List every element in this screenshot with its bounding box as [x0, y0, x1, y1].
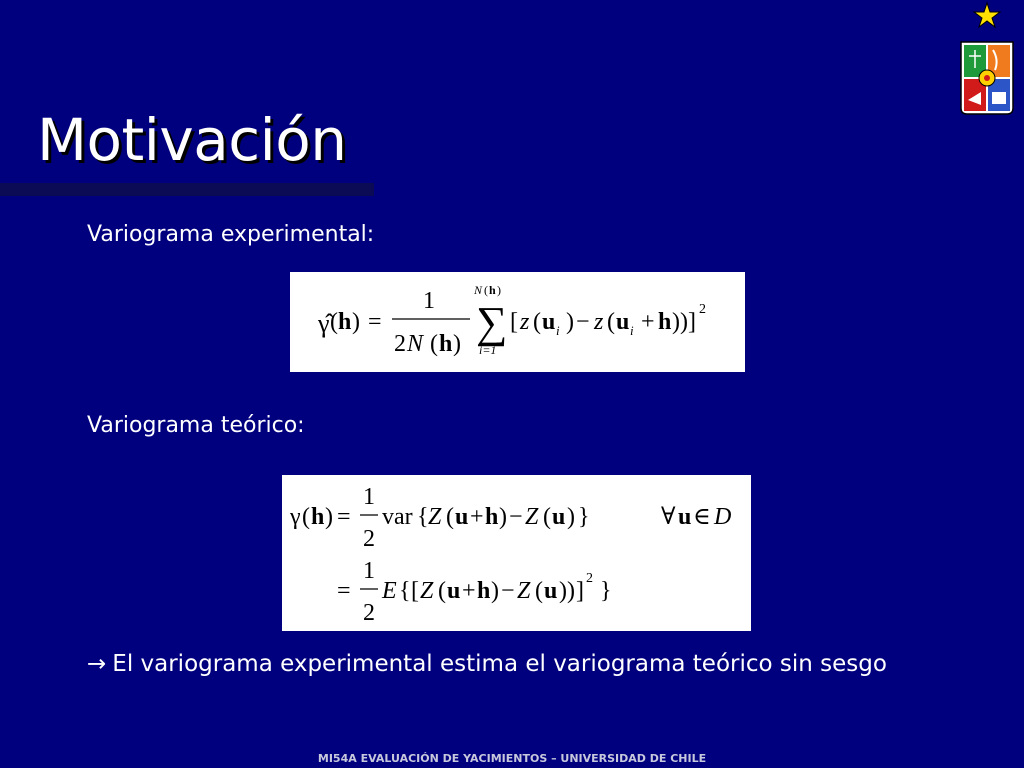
- f2-u1: u: [455, 504, 469, 530]
- f2-row2-exponent: 2: [586, 571, 593, 586]
- conclusion-statement: [87, 651, 887, 677]
- f2-row2-u2: u: [544, 578, 558, 604]
- f2-forall: ∀: [661, 504, 676, 530]
- f1-den-h: h: [439, 331, 453, 357]
- f2-u-forall: u: [678, 504, 692, 530]
- f1-sum-upper-paren-close: ): [497, 283, 501, 297]
- logo-star: [974, 3, 1000, 27]
- f2-brace-close: }: [578, 504, 590, 530]
- f1-paren-close: ): [352, 309, 360, 335]
- f2-u2: u: [552, 504, 566, 530]
- f2-row2-Z2-paren-open: (: [535, 578, 543, 604]
- university-logo: [955, 0, 1019, 118]
- slide-footer: MI54A EVALUACIÓN DE YACIMIENTOS – UNIVERSIDAD DE CHILE: [317, 752, 707, 765]
- f1-sum-lower: i=1: [479, 343, 497, 357]
- f2-E: E: [382, 578, 397, 604]
- f2-gamma: γ: [290, 504, 301, 530]
- f1-u1: u: [542, 309, 556, 335]
- f1-sum-upper-N: N: [474, 283, 483, 297]
- f2-row2-bracket-close: ]: [576, 578, 584, 604]
- f1-z1: z: [520, 309, 530, 335]
- f1-sum-symbol: ∑: [476, 298, 508, 347]
- f2-Z1: Z: [428, 504, 442, 530]
- f2-paren-open: (: [302, 504, 310, 530]
- f1-i1: i: [556, 323, 560, 338]
- f2-in: ∈: [693, 504, 711, 530]
- label-variograma-teorico: Variograma teórico:: [87, 413, 305, 438]
- f1-equals: =: [368, 309, 382, 335]
- f2-row2-plus: +: [462, 578, 476, 604]
- f2-row2-Z2-paren-close-a: ): [559, 578, 567, 604]
- f2-Z2: Z: [525, 504, 539, 530]
- f2-h1: h: [485, 504, 499, 530]
- slide-title: Motivación: [37, 106, 347, 174]
- f2-paren-close: ): [325, 504, 333, 530]
- f2-row2-h: h: [477, 578, 491, 604]
- f2-plus: +: [470, 504, 484, 530]
- f1-sum-upper-h: h: [489, 283, 496, 297]
- f2-row2-Z1: Z: [420, 578, 434, 604]
- f1-den-two: 2: [394, 331, 406, 357]
- f1-gamma-hat: γ̂: [318, 309, 330, 338]
- f2-row2-equals: =: [337, 578, 351, 604]
- f1-plus: +: [641, 309, 655, 335]
- f2-equals: =: [337, 504, 351, 530]
- f1-den-N: N: [407, 331, 424, 357]
- f1-numerator: 1: [423, 288, 435, 314]
- f1-h: h: [338, 309, 352, 335]
- f1-minus: −: [576, 309, 590, 335]
- f2-row2-minus: −: [501, 578, 515, 604]
- f1-exponent: 2: [699, 302, 706, 317]
- f2-h: h: [311, 504, 325, 530]
- f2-row2-Z2-paren-close-b: ): [567, 578, 575, 604]
- f1-bracket-open: [: [510, 309, 518, 335]
- f2-row2-brace-open: {: [399, 578, 411, 604]
- f1-h2: h: [658, 309, 672, 335]
- f2-row2-Z1-paren-close: ): [491, 578, 499, 604]
- f1-bracket-close: ]: [688, 309, 696, 335]
- f2-minus: −: [509, 504, 523, 530]
- f2-row2-Z2: Z: [517, 578, 531, 604]
- f2-one: 1: [363, 484, 375, 510]
- formula-theoretical-variogram: [282, 475, 751, 631]
- f1-i2: i: [630, 323, 634, 338]
- f2-row2-two: 2: [363, 600, 375, 626]
- f2-row2-one: 1: [363, 558, 375, 584]
- f1-z2: z: [594, 309, 604, 335]
- f1-den-paren-close: ): [453, 331, 461, 357]
- formula-experimental-variogram: [290, 272, 745, 372]
- f1-z1-paren-open: (: [533, 309, 541, 335]
- right-arrow-icon: →: [87, 651, 107, 677]
- f1-z2-paren-close-b: ): [680, 309, 688, 335]
- label-variograma-experimental: Variograma experimental:: [87, 222, 375, 247]
- f1-z2-paren-close-a: ): [672, 309, 680, 335]
- f1-paren-open: (: [330, 309, 338, 335]
- f2-two: 2: [363, 526, 375, 552]
- f2-Z1-paren-close: ): [499, 504, 507, 530]
- f2-row2-brace-close: }: [600, 578, 612, 604]
- f2-Z1-paren-open: (: [446, 504, 454, 530]
- f2-row2-bracket-open: [: [411, 578, 419, 604]
- conclusion-text: El variograma experimental estima el variograma teórico sin sesgo: [112, 651, 887, 677]
- f2-row2-Z1-paren-open: (: [438, 578, 446, 604]
- f1-z2-paren-open: (: [607, 309, 615, 335]
- f1-z1-paren-close: ): [566, 309, 574, 335]
- f1-sum-upper-paren-open: (: [484, 283, 488, 297]
- f2-Z2-paren-close: ): [567, 504, 575, 530]
- logo-icon: [955, 0, 1019, 118]
- f2-D: D: [714, 504, 732, 530]
- f1-u2: u: [616, 309, 630, 335]
- f2-var: var: [382, 504, 413, 530]
- f2-Z2-paren-open: (: [543, 504, 551, 530]
- f1-den-paren-open: (: [430, 331, 438, 357]
- title-underline-bar: [0, 183, 374, 196]
- f2-row2-u1: u: [447, 578, 461, 604]
- f2-brace-open: {: [417, 504, 429, 530]
